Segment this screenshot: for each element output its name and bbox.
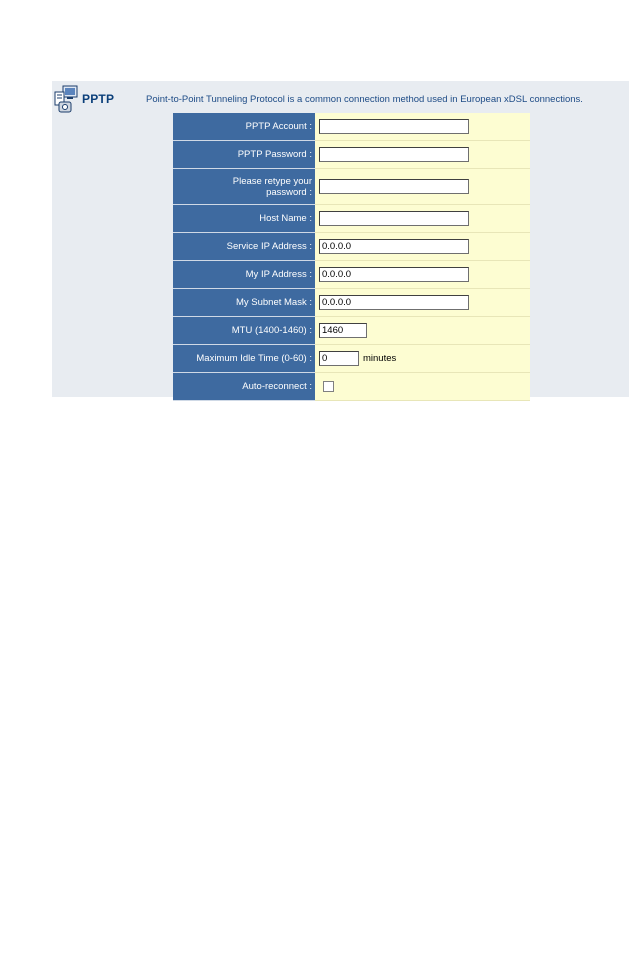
host-name-input[interactable] — [319, 211, 469, 226]
auto-reconnect-label: Auto-reconnect : — [173, 373, 315, 401]
pptp-account-label: PPTP Account : — [173, 113, 315, 141]
retype-password-label: Please retype your password : — [173, 169, 315, 205]
page-description: Point-to-Point Tunneling Protocol is a common connection method used in European xDSL connections. — [146, 94, 583, 105]
form-row-my-ip — [173, 261, 533, 289]
retype-password-input[interactable] — [319, 179, 469, 194]
form-row-pptp-account — [173, 113, 533, 141]
form-row-idle-time — [173, 345, 533, 373]
form-row-retype-password — [173, 169, 533, 205]
form-row-auto-reconnect — [173, 373, 533, 401]
pptp-form — [173, 113, 533, 401]
form-row-mtu — [173, 317, 533, 345]
pptp-password-label: PPTP Password : — [173, 141, 315, 169]
idle-time-input[interactable]: 0 — [319, 351, 359, 366]
page-title: PPTP — [82, 92, 115, 106]
subnet-mask-input[interactable]: 0.0.0.0 — [319, 295, 469, 310]
idle-time-unit: minutes — [363, 353, 397, 364]
pptp-password-input[interactable] — [319, 147, 469, 162]
service-ip-label: Service IP Address : — [173, 233, 315, 261]
form-row-pptp-password — [173, 141, 533, 169]
service-ip-input[interactable]: 0.0.0.0 — [319, 239, 469, 254]
host-name-label: Host Name : — [173, 205, 315, 233]
mtu-input[interactable]: 1460 — [319, 323, 367, 338]
my-ip-label: My IP Address : — [173, 261, 315, 289]
mtu-label: MTU (1400-1460) : — [173, 317, 315, 345]
auto-reconnect-checkbox[interactable] — [323, 381, 334, 392]
form-row-service-ip — [173, 233, 533, 261]
idle-time-label: Maximum Idle Time (0-60) : — [173, 345, 315, 373]
form-row-subnet-mask — [173, 289, 533, 317]
subnet-mask-label: My Subnet Mask : — [173, 289, 315, 317]
pptp-account-input[interactable] — [319, 119, 469, 134]
my-ip-input[interactable]: 0.0.0.0 — [319, 267, 469, 282]
network-computer-icon — [53, 85, 83, 115]
form-row-host-name — [173, 205, 533, 233]
pptp-panel — [52, 81, 629, 397]
